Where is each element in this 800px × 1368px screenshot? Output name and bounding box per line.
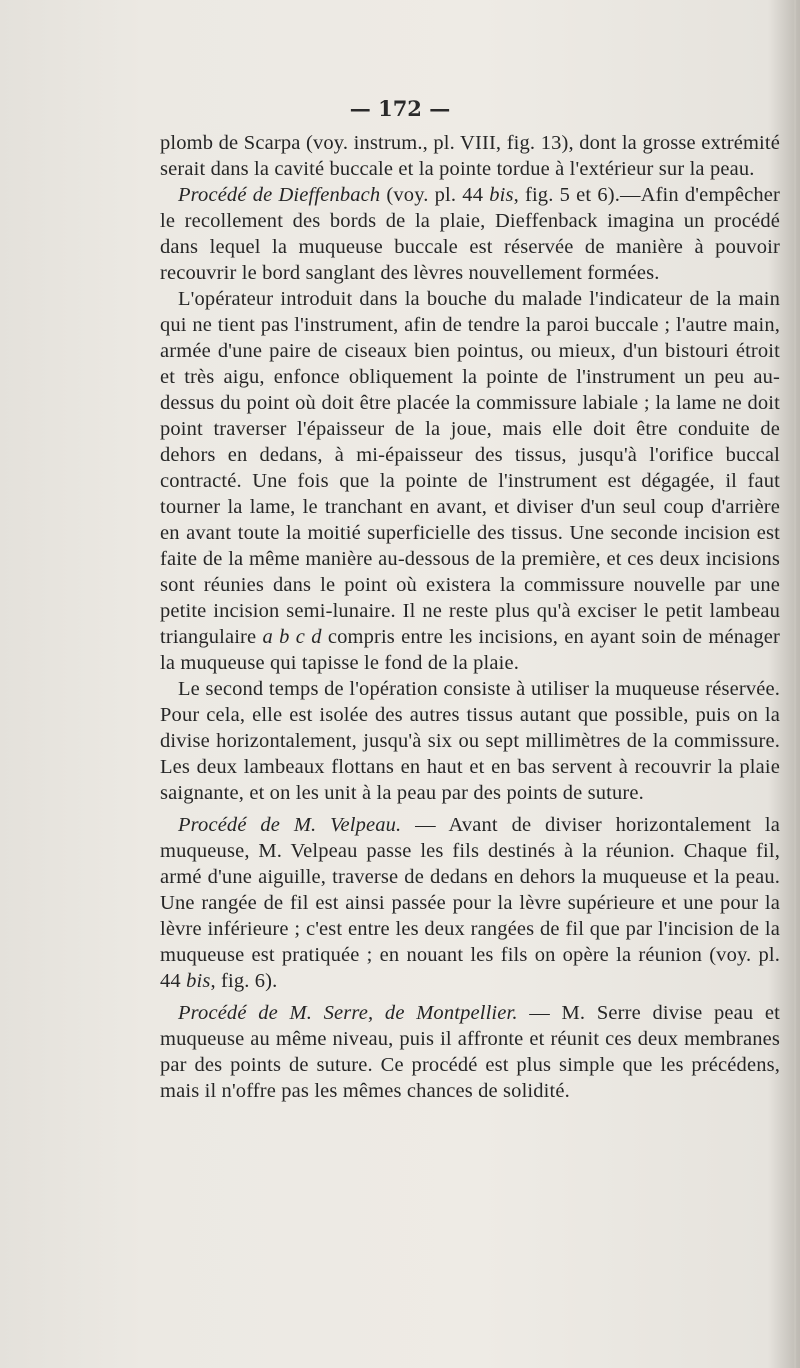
segment-italic: bis bbox=[489, 184, 514, 206]
paragraph-1 bbox=[160, 130, 780, 182]
segment: compris entre les incisions, en ayant soin de ménager la muqueuse qui tapisse le fond de la plaie. bbox=[160, 626, 780, 674]
procedure-title: Procédé de M. Velpeau. bbox=[178, 814, 402, 836]
paragraph-5-velpeau bbox=[160, 812, 780, 994]
segment: , fig. 6). bbox=[210, 970, 278, 992]
segment: L'opérateur introduit dans la bouche du malade l'indicateur de la main qui ne tient pas l'instrument, afin de tendre la paroi buccale ; l'autre main, armée d'une paire de ciseaux bien pointus, ou mieux, d'un bistouri étroit et très aigu, enfonce obliquement la pointe de l'instrument un peu au-dessus du point où doit être placée la commissure labiale ; la lame ne doit point traverser l'épaisseur de la joue, mais elle doit être conduite de dehors en dedans, à mi-épaisseur des tissus, jusqu'à l'orifice buccal contracté. Une fois que la pointe de l'instrument est dégagée, il faut tourner la lame, le tranchant en avant, et diviser d'un seul coup d'arrière en avant toute la moitié superficielle des tissus. Une seconde incision est faite de la même manière au-dessous de la première, et ces deux incisions sont réunies dans le point où existera la commissure nouvelle par une petite incision semi-lunaire. Il ne reste plus qu'à exciser le petit lambeau triangulaire bbox=[160, 288, 780, 648]
paragraph-3 bbox=[160, 286, 780, 676]
procedure-title: Procédé de M. Serre, de Montpellier. bbox=[178, 1002, 518, 1024]
segment: — Avant de diviser horizontalement la muqueuse, M. Velpeau passe les fils destinés à la réunion. Chaque fil, armé d'une aiguille, traverse de dedans en dehors la muqueuse et la peau. Une rangée de fil est ainsi passée pour la lèvre supérieure et une pour la lèvre inférieure ; c'est entre les deux rangées de fil que par l'incision de la muqueuse est pratiquée ; en nouant les fils on opère la réunion (voy. pl. 44 bbox=[160, 814, 780, 992]
paragraph-2-dieffenbach bbox=[160, 182, 780, 286]
segment: , fig. 5 et 6).—Afin d'empêcher le recollement des bords de la plaie, Dieffenback imagina un procédé dans lequel la muqueuse buccale est réservée de manière à pouvoir recouvrir le bord sanglant des lèvres nouvellement formées. bbox=[160, 184, 781, 284]
body-text bbox=[160, 130, 780, 1104]
procedure-title: Procédé de Dieffenbach bbox=[178, 184, 381, 206]
segment: — M. Serre divise peau et muqueuse au même niveau, puis il affronte et réunit ces deux membranes par des points de suture. Ce procédé est plus simple que les précédens, mais il n'offre pas les mêmes chances de solidité. bbox=[160, 1002, 780, 1102]
page-number: — 172 — bbox=[349, 96, 451, 121]
segment: plomb de Scarpa (voy. instrum., pl. VIII, fig. 13), dont la grosse extrémité serait dans la cavité buccale et la pointe tordue à l'extérieur sur la peau. bbox=[160, 132, 780, 180]
segment-italic: bis bbox=[186, 970, 211, 992]
segment: Le second temps de l'opération consiste à utiliser la muqueuse réservée. Pour cela, elle est isolée des autres tissus autant que possible, puis on la divise horizontalement, jusqu'à six ou sept millimètres de la commissure. Les deux lambeaux flottans en haut et en bas servent à recouvrir la plaie saignante, et on les unit à la peau par des points de suture. bbox=[160, 678, 780, 804]
page-edge bbox=[794, 0, 796, 1368]
paragraph-6-serre bbox=[160, 1000, 780, 1104]
segment: (voy. pl. 44 bbox=[380, 184, 490, 206]
paragraph-4 bbox=[160, 676, 780, 806]
segment-italic: a b c d bbox=[262, 626, 322, 648]
